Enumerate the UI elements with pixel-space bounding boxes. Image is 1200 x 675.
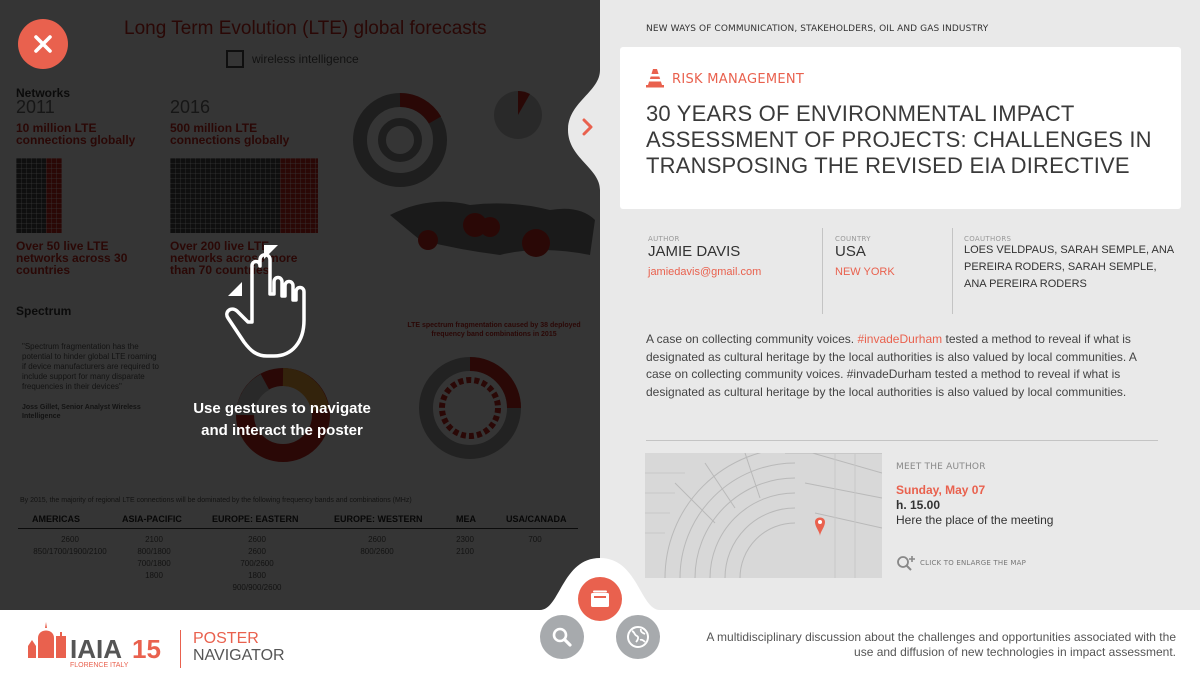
svg-text:15: 15 xyxy=(132,634,161,664)
globe-button[interactable] xyxy=(616,615,660,659)
svg-text:FLORENCE ITALY: FLORENCE ITALY xyxy=(70,662,129,668)
close-button[interactable] xyxy=(18,19,68,69)
author-email-link[interactable]: jamiedavis@gmail.com xyxy=(648,266,762,278)
poster-title-heading: 30 YEARS OF ENVIRONMENTAL IMPACT ASSESSMENT OF PROJECTS: CHALLENGES IN TRANSPOSING THE REVISED EIA DIRECTIVE xyxy=(646,101,1152,178)
venue-map[interactable] xyxy=(645,453,882,578)
abstract-part1: A case on collecting community voices. xyxy=(646,332,858,346)
country-label: COUNTRY xyxy=(835,235,871,243)
hashtag-link[interactable]: #invadeDurham xyxy=(857,332,943,346)
footer-description: A multidisciplinary discussion about the challenges and opportunities associated with the use and diffusion of new technologies in impact assessment. xyxy=(706,630,1176,659)
coauthors-label: COAUTHORS xyxy=(964,235,1012,243)
enlarge-map-label: CLICK TO ENLARGE THE MAP xyxy=(920,559,1027,567)
meta-divider-2 xyxy=(952,228,953,314)
title-card xyxy=(620,47,1181,209)
pinch-gesture-icon xyxy=(218,240,328,380)
meet-author-label: MEET THE AUTHOR xyxy=(896,462,986,472)
abstract-part2: tested a method to reveal if what is designated as cultural heritage by the local authorities is also valued by local communities. A case on collecting community voices. #invadeDurham tested a method to reveal if what is designated as cultural heritage by the local authorities is also valued by local communities. xyxy=(646,332,1137,399)
meeting-place: Here the place of the meeting xyxy=(896,513,1054,527)
section-divider xyxy=(646,440,1158,441)
poster-tagline: NEW WAYS OF COMMUNICATION, STAKEHOLDERS, OIL AND GAS INDUSTRY xyxy=(646,24,989,34)
globe-icon xyxy=(626,625,650,649)
author-name: JAMIE DAVIS xyxy=(648,243,741,260)
panel-toggle-tab[interactable] xyxy=(560,70,620,190)
close-icon xyxy=(32,33,54,55)
venue-floorplan xyxy=(645,453,882,578)
coauthors-list: LOES VELDPAUS, SARAH SEMPLE, ANA PEREIRA RODERS, SARAH SEMPLE, ANA PEREIRA RODERS xyxy=(964,244,1174,290)
poster-icon xyxy=(590,590,610,608)
author-label: AUTHOR xyxy=(648,235,680,243)
meeting-time: h. 15.00 xyxy=(896,498,941,512)
navigator-title: POSTER xyxy=(193,630,259,647)
category-label: RISK MANAGEMENT xyxy=(672,72,805,87)
logo-divider xyxy=(180,630,181,668)
iaia15-logo xyxy=(24,616,174,668)
abstract-text xyxy=(646,331,1158,401)
city-value: NEW YORK xyxy=(835,266,895,278)
search-button[interactable] xyxy=(540,615,584,659)
meeting-date: Sunday, May 07 xyxy=(896,483,986,497)
navigator-subtitle: NAVIGATOR xyxy=(193,647,285,664)
zoom-in-icon xyxy=(896,555,916,571)
gesture-hint-line2: and interact the poster xyxy=(201,422,363,439)
search-icon xyxy=(551,626,573,648)
poster-viewer[interactable] xyxy=(0,0,600,610)
meta-divider-1 xyxy=(822,228,823,314)
poster-button[interactable] xyxy=(578,577,622,621)
country-value: USA xyxy=(835,243,866,260)
gesture-hint-line1: Use gestures to navigate xyxy=(193,400,371,417)
poster-details-panel xyxy=(600,0,1200,610)
traffic-cone-icon xyxy=(646,68,664,88)
gesture-hint xyxy=(172,398,392,442)
enlarge-map-button[interactable] xyxy=(896,555,1026,571)
svg-text:IAIA: IAIA xyxy=(70,634,122,664)
